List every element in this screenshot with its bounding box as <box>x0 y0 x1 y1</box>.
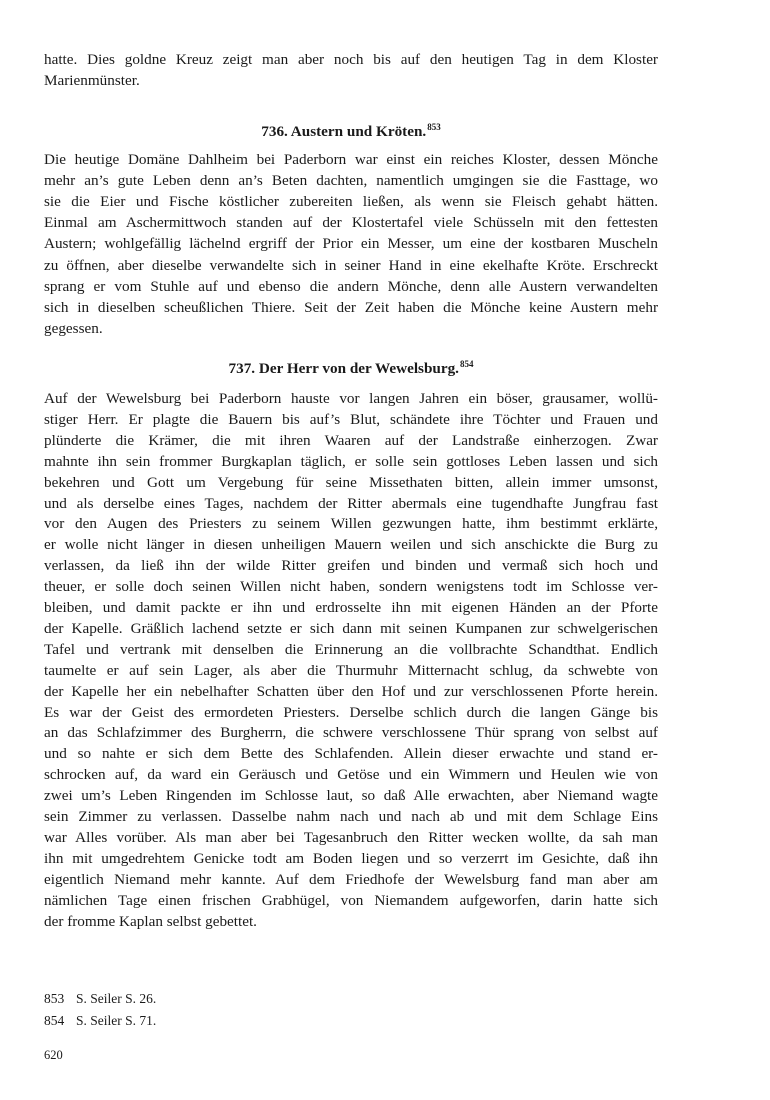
text-line: stiger Herr. Er plagte die Bauern bis auf’s Blut, schändete ihre Töchter und Frauen und <box>44 410 658 428</box>
text-line: bleiben, und damit packte er ihn und erdrosselte ihn mit eigenen Händen an der Pforte <box>44 599 658 616</box>
text-line: Einmal am Aschermittwoch standen auf der Klostertafel viele Schüsseln mit den fettesten <box>44 214 658 232</box>
section-title: 736. Austern und Kröten. <box>261 123 427 140</box>
text-line: bekehren und Gott um Vergebung für seine Missethaten bitten, allein immer umsonst, <box>44 473 658 491</box>
text-line: plünderte die Krämer, die mit ihren Waaren auf der Landstraße einherzogen. Zwar <box>44 431 658 449</box>
section-heading-736 <box>44 117 658 139</box>
footnote <box>44 990 156 1008</box>
text-line: vor den Augen des Priesters zu seinem Willen gezwungen hatte, ihm bestimmt erklärte, <box>44 515 658 533</box>
text-line: sie die Eier und Fische köstlicher zubereiten ließen, als wenn sie Fleisch gehabt hätten. <box>44 193 658 211</box>
text-line: mehr an’s gute Leben denn an’s Beten dachten, namentlich umgingen sie die Fasttage, wo <box>44 172 658 190</box>
section-heading-737 <box>44 354 658 376</box>
footnote-ref: 854 <box>459 359 474 369</box>
text-line: zwei um’s Leben Ringenden im Schlosse laut, so daß Alle erwachten, aber Niemand wagte <box>44 787 658 805</box>
footnote-text: S. Seiler S. 26. <box>76 991 157 1006</box>
text-line: gegessen. <box>44 319 103 337</box>
footnote-number: 854 <box>44 1013 65 1028</box>
text-line: und als derselbe eines Tages, nachdem der Ritter abermals eine tugendhafte Jungfrau fast <box>44 494 658 512</box>
text-line: verlassen, da ließ ihn der wilde Ritter greifen und binden und vermaß sich hoch und <box>44 557 658 575</box>
text-line: der fromme Kaplan selbst gebettet. <box>44 912 257 930</box>
footnote-ref: 853 <box>427 122 441 132</box>
section-title: 737. Der Herr von der Wewelsburg. <box>228 360 459 377</box>
text-line: zu öffnen, aber dieselbe verwandelte sich in seiner Hand in eine ekelhafte Kröte. Erschreckt <box>44 256 658 274</box>
footnote <box>44 1012 156 1030</box>
text-line: taumelte er auf sein Lager, als aber die Thurmuhr Mitternacht schlug, da schwebte von <box>44 661 658 679</box>
text-line: Auf der Wewelsburg bei Paderborn hauste vor langen Jahren ein böser, grausamer, wollü- <box>44 390 658 407</box>
footnote-number: 853 <box>44 991 65 1006</box>
text-line: der Kapelle. Gräßlich lachend setzte er sich dann mit seinen Kumpanen zur schwelgerischen <box>44 619 658 637</box>
text-line: Marienmünster. <box>44 72 140 89</box>
text-line: sprang er vom Stuhle auf und ebenso die andern Mönche, denn alle Austern verwandelten <box>44 277 658 295</box>
text-line: sich in dieselben scheußlichen Thiere. Seit der Zeit haben die Mönche keine Austern mehr <box>44 298 658 316</box>
text-line: war Alles vorüber. Als man aber bei Tagesanbruch den Ritter wecken wollte, da sah man <box>44 828 658 846</box>
text-line: schrocken auf, da ward ein Geräusch und Getöse und ein Wimmern und Heulen wie von <box>44 766 658 784</box>
text-line: Tafel und vertrank mit denselben die Erinnerung an die vollbrachte Schandthat. Endlich <box>44 640 658 658</box>
text-line: nämlichen Tage einen frischen Grabhügel, von Niemandem aufgeworfen, darin hatte sich <box>44 891 658 909</box>
page-number: 620 <box>44 1048 63 1062</box>
text-line: Austern; wohlgefällig lächelnd ergriff der Prior ein Messer, um eine der kostbaren Muscheln <box>44 235 658 253</box>
text-line: eigentlich Niemand mehr kannte. Auf dem Friedhofe der Wewelsburg fand man aber am <box>44 870 658 888</box>
text-line: ihn mit umgedrehtem Genicke todt am Boden liegen und so verzerrt im Gesichte, daß ihn <box>44 849 658 867</box>
text-line: theuer, er solle doch seinen Willen nicht haben, sondern wenigstens todt im Schlosse ver- <box>44 578 658 596</box>
text-line: Es war der Geist des ermordeten Priesters. Derselbe schlich durch die langen Gänge bis <box>44 703 658 721</box>
text-line: mahnte ihn sein frommer Burgkaplan täglich, er solle sein gottloses Leben lassen und sich <box>44 452 658 470</box>
text-line: an das Schlafzimmer des Burgherrn, die schwere verschlossene Thür sprang von selbst auf <box>44 724 658 742</box>
text-line: und so nahte er sich dem Bette des Schlafenden. Allein dieser erwachte und stand er- <box>44 745 658 763</box>
text-line: sein Zimmer zu verlassen. Dasselbe nahm nach und nach ab und mit dem Schlage Eins <box>44 808 658 825</box>
text-line: hatte. Dies goldne Kreuz zeigt man aber noch bis auf den heutigen Tag in dem Kloster <box>44 51 658 68</box>
text-line: er wolle nicht länger in diesen unheiligen Mauern weilen und sich anschickte die Burg zu <box>44 536 658 554</box>
text-line: der Kapelle her ein nebelhafter Schatten über den Hof und zur verschlossenen Pforte herein. <box>44 682 658 700</box>
text-line: Die heutige Domäne Dahlheim bei Paderborn war einst ein reiches Kloster, dessen Mönche <box>44 151 658 168</box>
footnote-text: S. Seiler S. 71. <box>76 1013 157 1028</box>
